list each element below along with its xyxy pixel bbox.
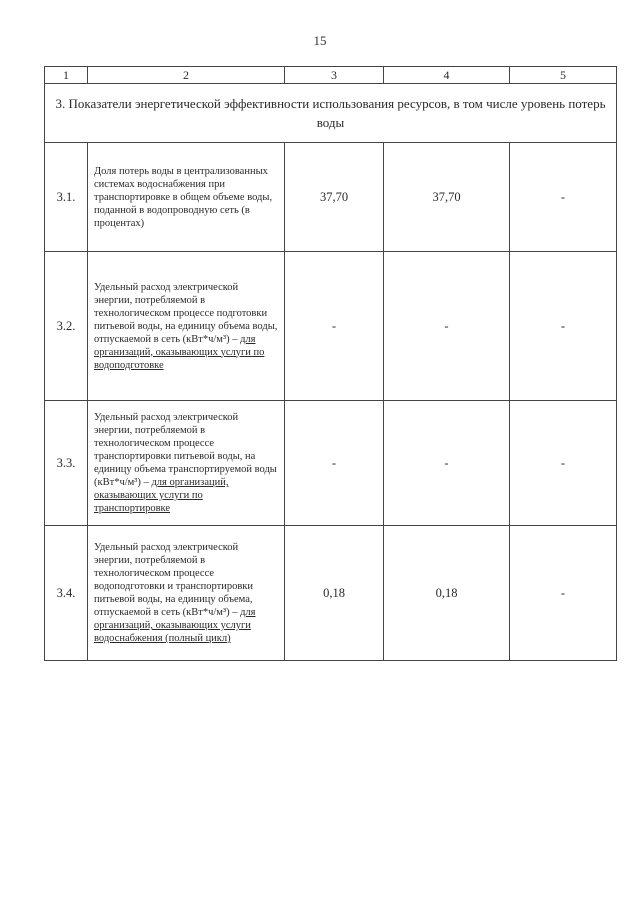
row-description (88, 252, 285, 401)
row-description (88, 401, 285, 526)
row-number: 3.1. (45, 143, 88, 252)
row-description-text: Удельный расход электрической энергии, потребляемой в технологическом процессе транспортировки питьевой воды, на единицу объема транспортируемой воды (кВт*ч/м³) – (94, 412, 277, 488)
row-value-col3: - (285, 252, 384, 401)
row-description-underlined: для организаций, оказывающих услуги водоснабжения (полный цикл) (94, 607, 256, 644)
section-title-row (45, 84, 617, 143)
row-value-col5: - (510, 401, 617, 526)
row-value-col5: - (510, 526, 617, 661)
row-description-text: Удельный расход электрической энергии, потребляемой в технологическом процессе подготовки питьевой воды, на единицу объема воды, отпускаемой в сеть (кВт*ч/м³) – (94, 281, 278, 345)
column-number-3: 3 (285, 67, 384, 84)
indicators-table (44, 66, 617, 661)
row-description-underlined: для организаций, оказывающих услуги по водоподготовке (94, 333, 265, 371)
row-value-col3: 37,70 (285, 143, 384, 252)
page-number: 15 (313, 33, 327, 48)
row-description-text: Доля потерь воды в централизованных системах водоснабжения при транспортировке в общем объеме воды, поданной в водопроводную сеть (в процентах) (94, 165, 273, 229)
row-number: 3.4. (45, 526, 88, 661)
table-row (45, 143, 617, 252)
row-value-col4: - (384, 252, 510, 401)
row-value-col3: - (285, 401, 384, 526)
row-value-col3: 0,18 (285, 526, 384, 661)
row-value-col4: 37,70 (384, 143, 510, 252)
table-row (45, 252, 617, 401)
row-number: 3.3. (45, 401, 88, 526)
column-number-4: 4 (384, 67, 510, 84)
table-row (45, 401, 617, 526)
row-description (88, 143, 285, 252)
row-value-col5: - (510, 143, 617, 252)
column-number-1: 1 (45, 67, 88, 84)
row-description-underlined: для организаций, оказывающих услуги по транспортировке (94, 477, 229, 514)
row-number: 3.2. (45, 252, 88, 401)
column-number-2: 2 (88, 67, 285, 84)
column-number-header-row (45, 67, 617, 84)
row-description (88, 526, 285, 661)
row-value-col5: - (510, 252, 617, 401)
section-title: 3. Показатели энергетической эффективности использования ресурсов, в том числе уровень потерь воды (45, 84, 617, 143)
row-value-col4: 0,18 (384, 526, 510, 661)
row-value-col4: - (384, 401, 510, 526)
table-row (45, 526, 617, 661)
column-number-5: 5 (510, 67, 617, 84)
row-description-text: Удельный расход электрической энергии, потребляемой в технологическом процессе водоподготовки и транспортировки питьевой воды, на единицу объема, отпускаемой в сеть (кВт*ч/м³) – (94, 542, 254, 618)
